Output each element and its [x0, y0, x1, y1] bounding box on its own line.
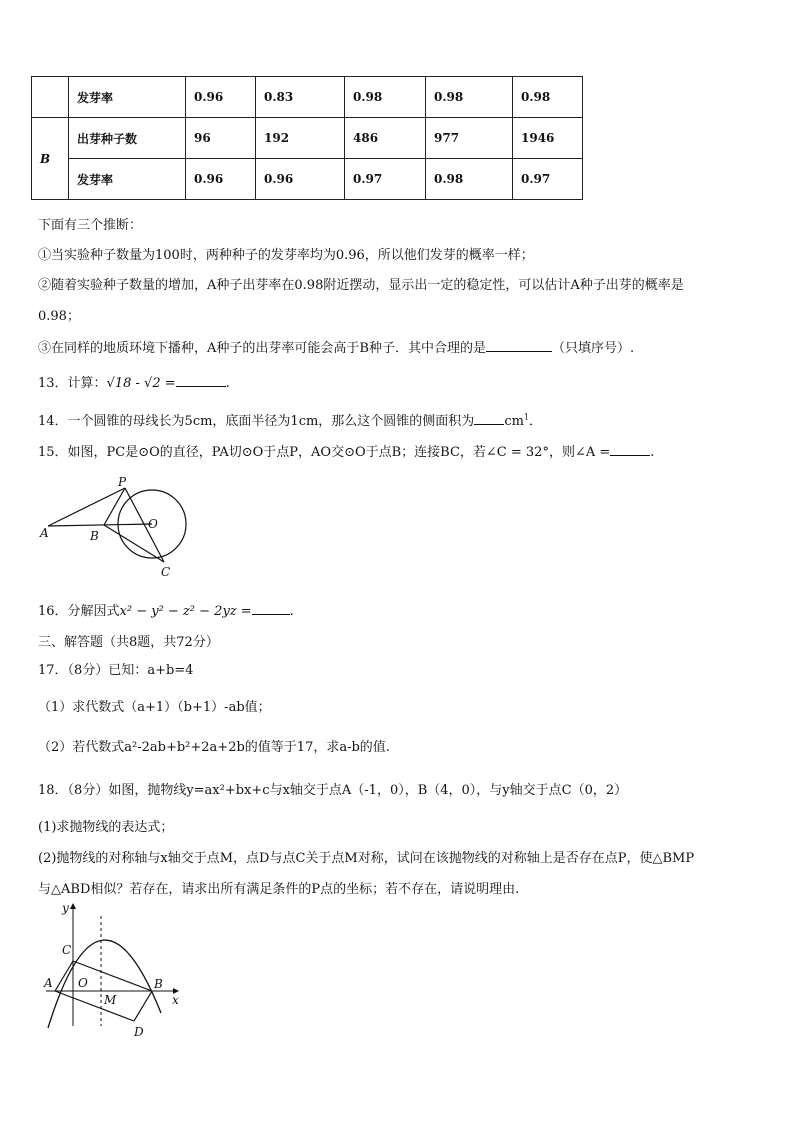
q14-text: 14．一个圆锥的母线长为5cm，底面半径为1cm，那么这个圆锥的侧面积为 [38, 414, 475, 429]
question-18-part-1: (1)求抛物线的表达式； [38, 820, 174, 835]
q14-unit: cm [504, 414, 524, 429]
table-cell: 977 [426, 118, 513, 159]
section-3-heading: 三、解答题（共8题，共72分） [38, 635, 219, 650]
question-14 [38, 410, 542, 429]
answer-blank-15[interactable] [610, 443, 650, 456]
label-b: B [90, 529, 99, 543]
table-group-cell [32, 77, 69, 118]
label-m: M [104, 993, 117, 1007]
label-p: P [118, 475, 127, 489]
line-ad [55, 991, 134, 1021]
line-ao [48, 524, 152, 526]
question-18-part-2: (2)抛物线的对称轴与x轴交于点M，点D与点C关于点M对称，试问在该抛物线的对称轴上是否存在点P，使△BMP [38, 851, 695, 866]
label-a: A [44, 976, 53, 990]
line-ac [55, 961, 73, 991]
q13-label: 13．计算： [38, 376, 107, 391]
label-c: C [161, 565, 171, 579]
label-y: y [62, 901, 69, 915]
table-cell: 0.98 [345, 77, 426, 118]
label-o: O [148, 517, 158, 531]
table-cell: 0.98 [426, 159, 513, 200]
answer-blank-12[interactable] [486, 339, 552, 352]
q13-expression: √18 - √2 = [106, 376, 176, 391]
label-d: D [134, 1025, 144, 1039]
line-pa [48, 488, 125, 526]
table-row-label: 发芽率 [69, 77, 186, 118]
table-group-cell: B [32, 118, 69, 200]
label-o: O [78, 976, 88, 990]
figure-q15 [36, 474, 196, 584]
label-x: x [172, 993, 179, 1007]
table-cell: 0.96 [256, 159, 345, 200]
q13-end: . [225, 376, 230, 391]
answer-blank-13[interactable] [176, 374, 226, 387]
q15-end: . [650, 445, 655, 460]
table-cell: 0.98 [513, 77, 583, 118]
table-cell: 1946 [513, 118, 583, 159]
question-18-part-2-cont: 与△ABD相似？若存在，请求出所有满足条件的P点的坐标；若不存在，请说明理由. [38, 882, 520, 897]
table-cell: 486 [345, 118, 426, 159]
label-c: C [62, 943, 72, 957]
question-16 [38, 600, 294, 619]
inference-3-end: （只填序号）. [551, 341, 635, 356]
table-cell: 0.97 [345, 159, 426, 200]
line-bd [134, 991, 152, 1021]
q16-expression: x² − y² − z² − 2yz = [119, 604, 252, 619]
q14-end: ． [529, 414, 543, 429]
question-17-part-1: （1）求代数式（a+1）（b+1）-ab值； [38, 700, 271, 715]
table-cell: 0.97 [513, 159, 583, 200]
germination-table [31, 76, 583, 200]
q16-label: 16．分解因式 [38, 604, 120, 619]
question-17: 17．（8分）已知：a+b=4 [38, 663, 194, 678]
label-b: B [154, 977, 163, 991]
inferences-intro: 下面有三个推断： [38, 218, 143, 233]
figure-q18 [38, 898, 198, 1048]
answer-blank-14[interactable] [474, 412, 504, 425]
table-cell: 192 [256, 118, 345, 159]
q16-end: . [289, 604, 294, 619]
table-cell: 96 [186, 118, 256, 159]
inference-2-cont: 0.98； [38, 309, 80, 324]
table-row [32, 159, 583, 200]
question-18: 18．（8分）如图，抛物线y=ax²+bx+c与x轴交于点A（-1，0），B（4，0），与y轴交于点C（0，2） [38, 783, 628, 798]
label-a: A [40, 526, 49, 540]
q14-unit-sup: 1 [523, 412, 530, 422]
table-row [32, 77, 583, 118]
question-17-part-2: （2）若代数式a²-2ab+b²+2a+2b的值等于17，求a-b的值. [38, 740, 390, 755]
answer-blank-16[interactable] [252, 602, 290, 615]
table-row-label: 出芽种子数 [69, 118, 186, 159]
table-row [32, 118, 583, 159]
table-cell: 0.83 [256, 77, 345, 118]
table-cell: 0.96 [186, 77, 256, 118]
inference-2: ②随着实验种子数量的增加，A种子出芽率在0.98附近摆动，显示出一定的稳定性，可以估计A种子出芽的概率是 [38, 278, 684, 293]
inference-3 [38, 337, 634, 356]
table-cell: 0.98 [426, 77, 513, 118]
question-13 [38, 372, 230, 391]
table-cell: 0.96 [186, 159, 256, 200]
q15-text: 15．如图，PC是⊙O的直径，PA切⊙O于点P，AO交⊙O于点B；连接BC，若∠C = 32°，则∠A = [38, 445, 611, 460]
inference-3-text: ③在同样的地质环境下播种，A种子的出芽率可能会高于B种子．其中合理的是 [38, 341, 486, 356]
table-row-label: 发芽率 [69, 159, 186, 200]
inference-1: ①当实验种子数量为100时，两种种子的发芽率均为0.96，所以他们发芽的概率一样； [38, 248, 534, 263]
question-15 [38, 441, 654, 460]
